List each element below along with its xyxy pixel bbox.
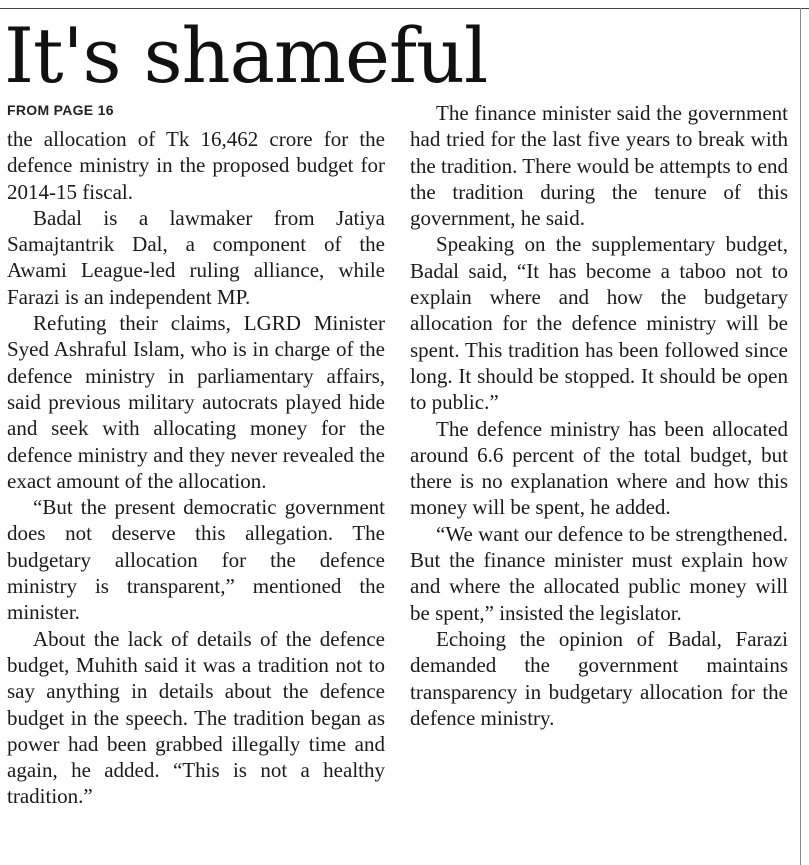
right-column-rule bbox=[800, 8, 801, 865]
paragraph: “We want our defence to be strengthened. But the finance minister must explain how and where the allocated public money will be spent,” insisted the legislator. bbox=[410, 521, 788, 625]
paragraph: The finance minister said the government had tried for the last five years to break with the tradition. There would be attempts to end the tradition during the tenure of this government, he said. bbox=[410, 101, 788, 231]
paragraph: The defence ministry has been allocated around 6.6 percent of the total budget, but there is no explanation where and how this money will be spent, he added. bbox=[410, 416, 788, 520]
paragraph: the allocation of Tk 16,462 crore for the defence ministry in the proposed budget for 2014-15 fiscal. bbox=[7, 127, 385, 204]
paragraph: Refuting their claims, LGRD Minister Syed Ashraful Islam, who is in charge of the defence ministry in parliamentary affairs, said previous military autocrats played hide and seek with allocating money for the defence ministry and they never revealed the exact amount of the allocation. bbox=[7, 311, 385, 493]
paragraph: Speaking on the supplementary budget, Badal said, “It has become a taboo not to explain where and how the budgetary allocation for the defence ministry will be spent. This tradition has been followed since long. It should be stopped. It should be open to public.” bbox=[410, 232, 788, 415]
top-rule bbox=[0, 8, 809, 9]
right-column bbox=[410, 100, 788, 731]
paragraph: About the lack of details of the defence budget, Muhith said it was a tradition not to say anything in details about the defence budget in the speech. The tradition began as power had been grabbed illegally time and again, he added. “This is not a healthy tradition.” bbox=[7, 626, 385, 809]
headline: It's shameful bbox=[4, 11, 488, 100]
paragraph: “But the present democratic government does not deserve this allegation. The budgetary allocation for the defence ministry is transparent,” mentioned the minister. bbox=[7, 495, 385, 625]
paragraph: Badal is a lawmaker from Jatiya Samajtantrik Dal, a component of the Awami League-led ruling alliance, while Farazi is an independent MP. bbox=[7, 205, 385, 309]
paragraph: Echoing the opinion of Badal, Farazi demanded the government maintains transparency in budgetary allocation for the defence ministry. bbox=[410, 626, 788, 730]
continued-from-label: FROM PAGE 16 bbox=[7, 102, 114, 118]
left-column bbox=[7, 126, 385, 810]
